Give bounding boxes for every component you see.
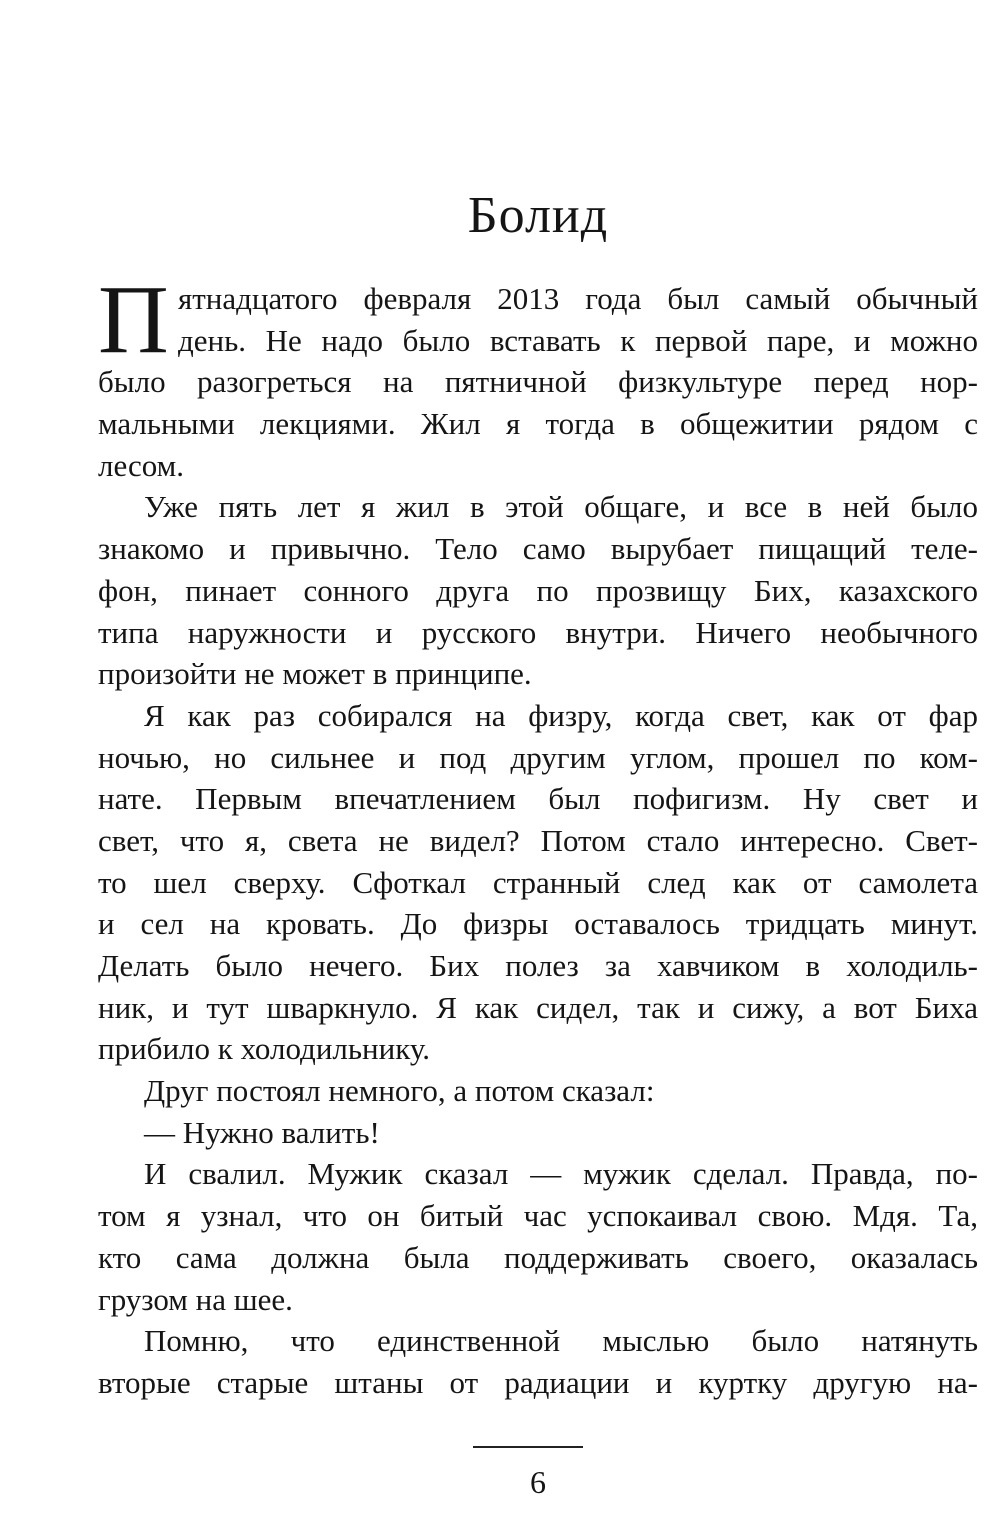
paragraph-3 [98, 695, 978, 1070]
text-line: фон, пинает сонного друга по прозвищу Бих, казахского [98, 572, 978, 608]
text-line: прибило к холодильнику. [98, 1031, 430, 1067]
paragraph-6 [98, 1153, 978, 1320]
text-line: свет, что я, света не видел? Потом стало интересно. Свет- [98, 822, 978, 858]
text-line: Друг постоял немного, а потом сказал: [144, 1073, 655, 1109]
book-page [98, 0, 978, 1535]
text-line: грузом на шее. [98, 1281, 293, 1317]
text-line: кто сама должна была поддерживать своего, оказалась [98, 1239, 978, 1275]
paragraph-1 [98, 266, 978, 486]
text-line: Я как раз собирался на физру, когда свет, как от фар [144, 697, 978, 733]
text-line: знакомо и привычно. Тело само вырубает пищащий теле- [98, 531, 978, 567]
paragraph-2 [98, 486, 978, 694]
text-line: нате. Первым впечатлением был пофигизм. Ну свет и [98, 781, 978, 817]
drop-cap: П [98, 266, 169, 374]
text-line: мальными лекциями. Жил я тогда в общежитии рядом с [98, 406, 978, 442]
text-line: ник, и тут шваркнуло. Я как сидел, так и сижу, а вот Биха [98, 989, 978, 1025]
text-line: том я узнал, что он битый час успокаивал свою. Мдя. Та, [98, 1198, 978, 1234]
paragraph-7 [98, 1320, 978, 1403]
text-line: Уже пять лет я жил в этой общаге, и все в ней было [144, 489, 978, 525]
text-line: лесом. [98, 447, 185, 483]
footer-divider [473, 1446, 583, 1448]
paragraph-4 [98, 1070, 978, 1112]
text-line: И свалил. Мужик сказал — мужик сделал. Правда, по- [144, 1156, 978, 1192]
paragraph-5-dialogue [98, 1112, 978, 1154]
text-line: типа наружности и русского внутри. Ничего необычного [98, 614, 978, 650]
page-number: 6 [530, 1464, 546, 1500]
text-line: вторые старые штаны от радиации и куртку другую на- [98, 1364, 978, 1400]
text-line: произойти не может в принципе. [98, 656, 532, 692]
text-line: Помню, что единственной мыслью было натянуть [144, 1323, 978, 1359]
text-line: было разогреться на пятничной физкультуре перед нор- [98, 364, 978, 400]
text-line: то шел сверху. Сфоткал странный след как от самолета [98, 864, 978, 900]
text-line: ночью, но сильнее и под другим углом, прошел по ком- [98, 739, 978, 775]
chapter-body [98, 266, 978, 1404]
text-line: день. Не надо было вставать к первой паре, и можно [178, 322, 978, 358]
text-line: — Нужно валить! [144, 1114, 380, 1150]
text-line: и сел на кровать. До физры оставалось тридцать минут. [98, 906, 978, 942]
text-line: Делать было нечего. Бих полез за хавчиком в холодиль- [98, 948, 978, 983]
text-line: ятнадцатого февраля 2013 года был самый обычный [178, 281, 978, 316]
chapter-title: Болид [467, 187, 609, 244]
